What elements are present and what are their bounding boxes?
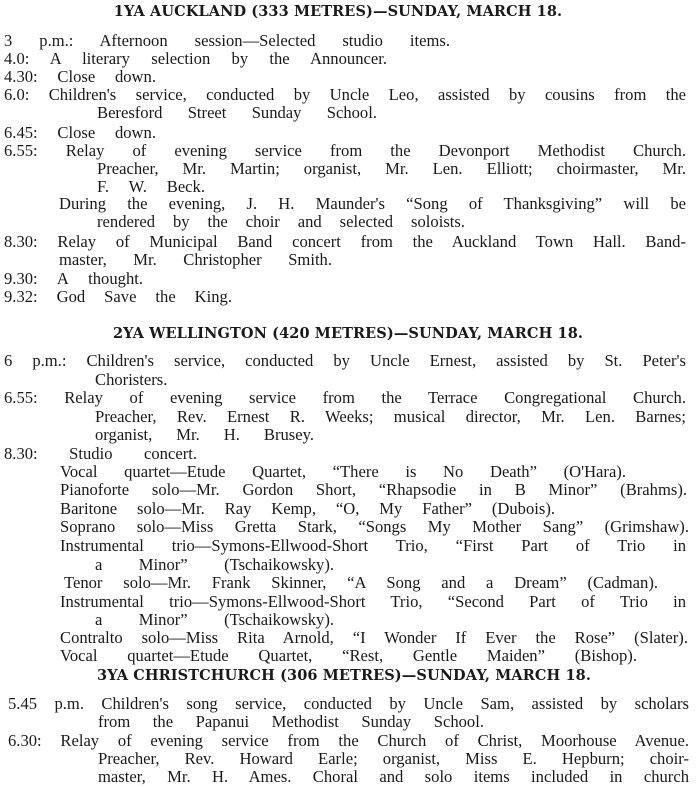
programme-line: Beresford Street Sunday School. — [97, 103, 377, 122]
programme-line: Pianoforte solo—Mr. Gordon Short, “Rhapsodie in B Minor” (Brahms). — [60, 480, 687, 499]
programme-line: Vocal quartet—Etude Quartet, “Rest, Gentle Maiden” (Bishop). — [60, 646, 637, 665]
programme-line: Baritone solo—Mr. Ray Kemp, “O, My Father” (Dubois). — [60, 499, 555, 518]
programme-line: Vocal quartet—Etude Quartet, “There is No Death” (O'Hara). — [60, 462, 626, 481]
programme-line: 8.30: Studio concert. — [4, 444, 197, 463]
programme-line: 4.30: Close down. — [4, 67, 156, 86]
programme-line: 9.32: God Save the King. — [4, 287, 232, 306]
programme-line: organist, Mr. H. Brusey. — [95, 425, 314, 444]
section-heading-2ya: 2YA WELLINGTON (420 METRES)—SUNDAY, MARCH 18. — [112, 325, 584, 342]
programme-line: 6.55: Relay of evening service from the Devonport Methodist Church. — [4, 141, 686, 160]
programme-line: 6.55: Relay of evening service from the Terrace Congregational Church. — [4, 388, 686, 407]
programme-line: 6 p.m.: Children's service, conducted by Uncle Ernest, assisted by St. Peter's — [4, 351, 686, 370]
programme-line: 4.0: A literary selection by the Announcer. — [4, 49, 387, 68]
programme-line: Contralto solo—Miss Rita Arnold, “I Wonder If Ever the Rose” (Slater). — [60, 628, 688, 647]
programme-line: rendered by the choir and selected soloists. — [97, 212, 465, 231]
programme-line: Instrumental trio—Symons-Ellwood-Short Trio, “Second Part of Trio in — [60, 592, 686, 611]
programme-line: master, Mr. Christopher Smith. — [59, 250, 332, 269]
programme-line: 8.30: Relay of Municipal Band concert from the Auckland Town Hall. Band- — [4, 232, 686, 251]
programme-line: Instrumental trio—Symons-Ellwood-Short Trio, “First Part of Trio in — [60, 536, 686, 555]
section-heading-1ya: 1YA AUCKLAND (333 METRES)—SUNDAY, MARCH 18. — [113, 3, 563, 20]
programme-line: 6.30: Relay of evening service from the Church of Christ, Moorhouse Avenue. — [8, 731, 689, 750]
programme-line: master, Mr. H. Ames. Choral and solo items included in church — [98, 767, 689, 786]
programme-line: Preacher, Rev. Ernest R. Weeks; musical director, Mr. Len. Barnes; — [95, 407, 686, 426]
programme-line: 5.45 p.m. Children's song service, conducted by Uncle Sam, assisted by scholars — [8, 694, 689, 713]
programme-line: a Minor” (Tschaikowsky). — [95, 555, 334, 574]
programme-line: Tenor solo—Mr. Frank Skinner, “A Song and a Dream” (Cadman). — [64, 573, 658, 592]
programme-line: 6.45: Close down. — [4, 123, 156, 142]
programme-line: During the evening, J. H. Maunder's “Song of Thanksgiving” will be — [59, 194, 686, 213]
programme-line: 9.30: A thought. — [4, 269, 143, 288]
programme-line: a Minor” (Tschaikowsky). — [95, 610, 334, 629]
programme-line: from the Papanui Methodist Sunday School. — [98, 712, 484, 731]
programme-line: 3 p.m.: Afternoon session—Selected studio items. — [4, 31, 450, 50]
programme-line: Choristers. — [95, 370, 168, 389]
programme-line: F. W. Beck. — [97, 177, 205, 196]
programme-line: Preacher, Mr. Martin; organist, Mr. Len. Elliott; choirmaster, Mr. — [97, 159, 686, 178]
section-heading-3ya: 3YA CHRISTCHURCH (306 METRES)—SUNDAY, MARCH 18. — [97, 667, 591, 684]
programme-line: Preacher, Rev. Howard Earle; organist, Miss E. Hepburn; choir- — [98, 749, 689, 768]
programme-line: Soprano solo—Miss Gretta Stark, “Songs My Mother Sang” (Grimshaw). — [60, 517, 689, 536]
programme-line: 6.0: Children's service, conducted by Uncle Leo, assisted by cousins from the — [4, 85, 686, 104]
